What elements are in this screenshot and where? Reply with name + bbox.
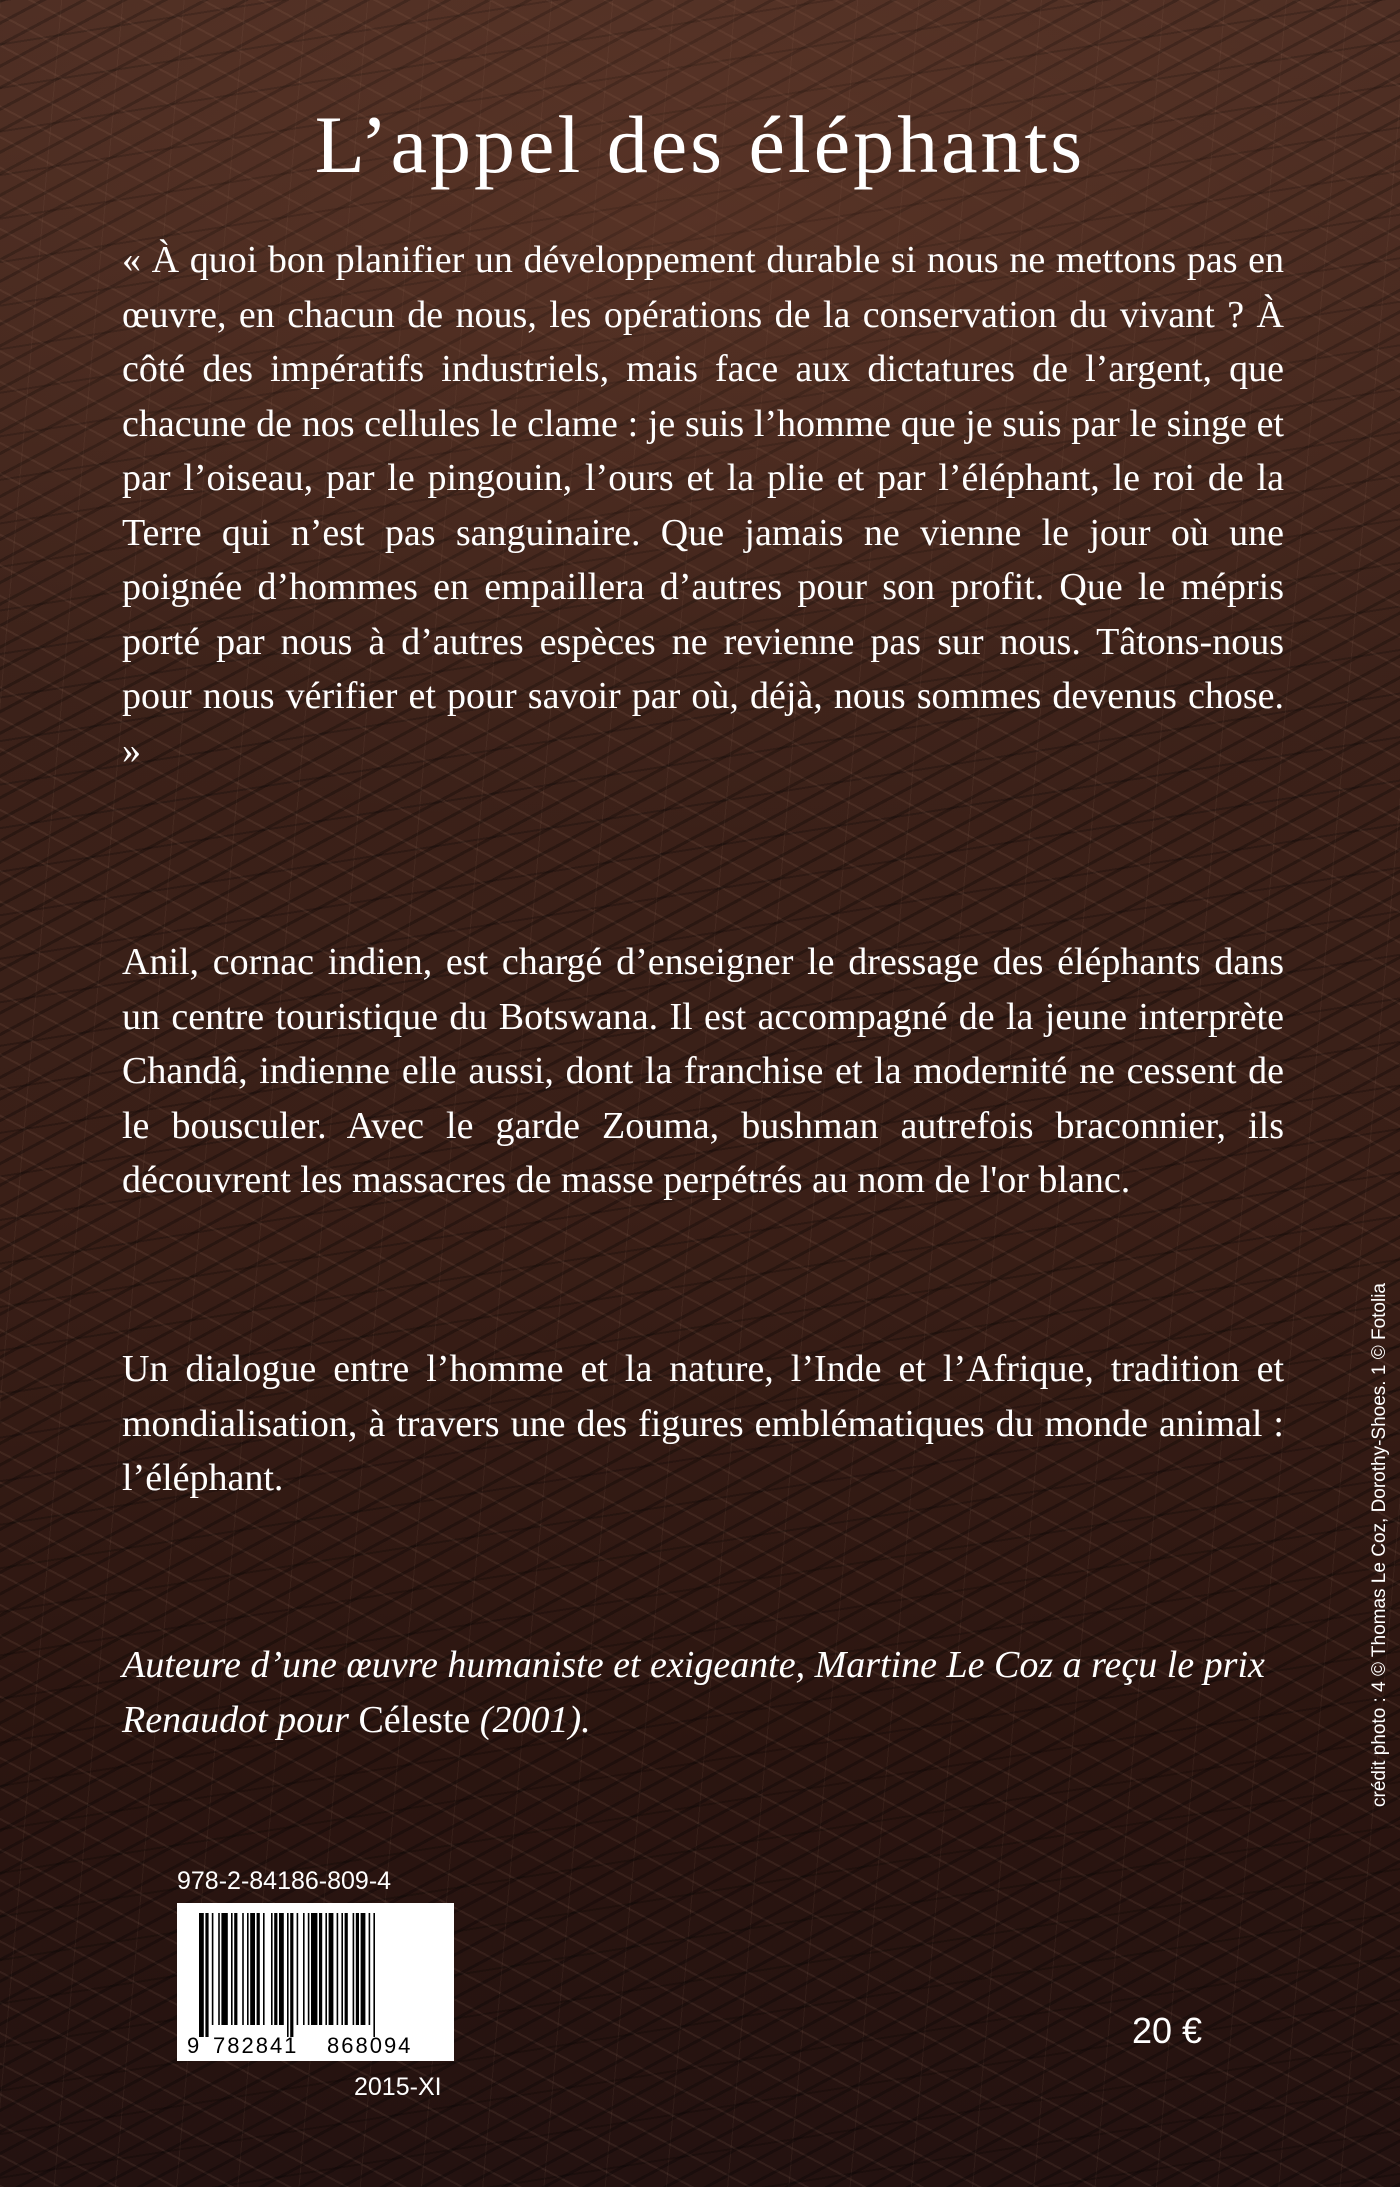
- barcode-bar: [247, 1913, 249, 2025]
- summary-paragraph: Anil, cornac indien, est chargé d’enseigner le dressage des éléphants dans un centre touristique du Botswana. Il est accompagné de la jeune interprète Chandâ, indienne elle aussi, dont la franchise et la modernité ne cessent de le bousculer. Avec le garde Zouma, bushman autrefois braconnier, ils découvrent les massacres de masse perpétrés au nom de l'or blanc.: [122, 941, 1284, 1201]
- barcode-bar: [325, 1913, 327, 2025]
- barcode-bar: [274, 1913, 277, 2025]
- barcode-bar: [319, 1913, 322, 2025]
- barcode-bar: [271, 1913, 273, 2025]
- barcode-bar: [199, 1913, 204, 2037]
- award-year: (2001).: [470, 1698, 591, 1741]
- barcode-digits-right: 868094: [327, 2033, 413, 2058]
- barcode-digit-first: 9: [187, 2033, 200, 2058]
- barcode-bar: [356, 1913, 359, 2025]
- barcode-bar: [329, 1913, 334, 2025]
- award-book-title: Céleste: [358, 1698, 471, 1741]
- price: 20 €: [1132, 2010, 1203, 2051]
- edition-code: 2015-XI: [354, 2073, 442, 2101]
- barcode-bar: [231, 1913, 233, 2025]
- barcode-bar: [290, 1913, 293, 2037]
- barcode-bar: [373, 1913, 375, 2037]
- closing-paragraph: Un dialogue entre l’homme et la nature, l’Inde et l’Afrique, tradition et mondialisation, à travers une des figures emblématiques du monde animal : l’éléphant.: [122, 1348, 1284, 1499]
- barcode-bar: [341, 1913, 343, 2025]
- barcode-bar: [353, 1913, 355, 2025]
- barcode-bar: [218, 1913, 220, 2025]
- barcode-bar: [279, 1913, 284, 2025]
- barcode-bar: [205, 1913, 208, 2037]
- barcode-bar: [297, 1913, 299, 2025]
- barcode-graphic: [177, 1903, 454, 2061]
- isbn-number: 978-2-84186-809-4: [177, 1867, 392, 1895]
- barcode-bar: [263, 1913, 265, 2025]
- barcode-bar: [369, 1913, 371, 2025]
- quote-paragraph: « À quoi bon planifier un développement durable si nous ne mettons pas en œuvre, en chacun de nous, les opérations de la conservation du vivant ? À côté des impératifs industriels, mais face aux dictatures de l’argent, que chacune de nos cellules le clame : je suis l’homme que je suis par le singe et par l’oiseau, par le pingouin, l’ours et la plie et par l’éléphant, le roi de la Terre qui n’est pas sanguinaire. Que jamais ne vienne le jour où une poignée d’hommes en empaillera d’autres pour son profit. Que le mépris porté par nous à d’autres espèces ne revienne pas sur nous. Tâtons-nous pour nous vérifier et pour savoir par où, déjà, nous sommes devenus chose. »: [122, 239, 1284, 772]
- barcode-digits-left: 782841: [213, 2033, 299, 2058]
- author-note: [122, 1638, 1284, 1747]
- barcode-bars: [199, 1913, 375, 2037]
- barcode-bar: [311, 1913, 317, 2025]
- barcode-bar: [242, 1913, 244, 2025]
- barcode-bar: [308, 1913, 310, 2025]
- barcode: [177, 1903, 454, 2061]
- photo-credit: crédit photo : 4 © Thomas Le Coz, Dorothy-Shoes. 1 © Fotolia: [1369, 1282, 1390, 1808]
- barcode-bar: [337, 1913, 339, 2025]
- barcode-bar: [250, 1913, 255, 2025]
- book-title: L’appel des éléphants: [314, 99, 1086, 190]
- barcode-bar: [212, 1913, 214, 2025]
- barcode-bar: [234, 1913, 237, 2025]
- author-note-text: Auteure d’une œuvre humaniste et exigeante, Martine Le Coz a reçu le prix Renaudot pour: [122, 1644, 1265, 1741]
- barcode-bar: [257, 1913, 260, 2025]
- barcode-bar: [345, 1913, 348, 2025]
- barcode-bar: [221, 1913, 227, 2025]
- barcode-bar: [303, 1913, 305, 2025]
- barcode-bar: [361, 1913, 366, 2025]
- barcode-bar: [287, 1913, 289, 2037]
